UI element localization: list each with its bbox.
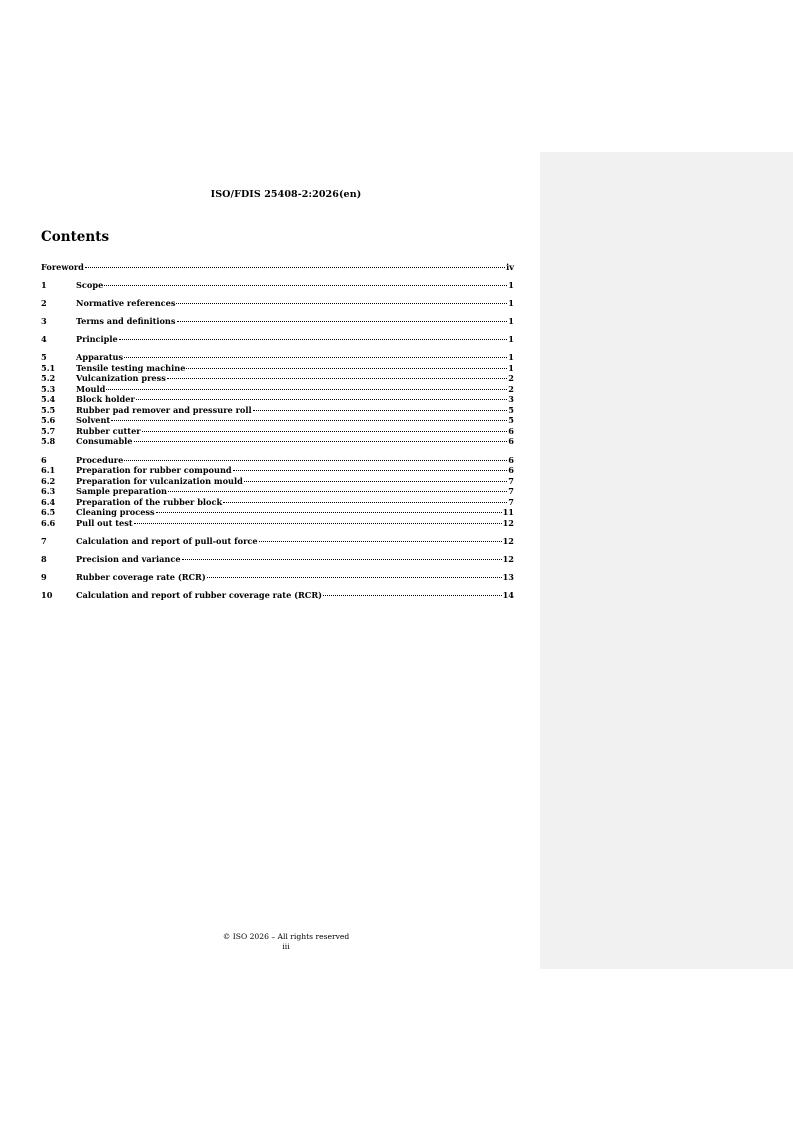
toc-entry-number: 7 — [41, 535, 47, 546]
toc-entry-page: 1 — [508, 334, 514, 345]
toc-dot-leader — [124, 357, 507, 358]
toc-entry-number: 6.5 — [41, 507, 56, 518]
toc-entry-page: 1 — [508, 362, 514, 373]
toc-entry-page: 1 — [508, 298, 514, 309]
toc-entry[interactable] — [41, 334, 514, 345]
toc-entry[interactable] — [41, 497, 514, 508]
toc-entry-number: 4 — [41, 334, 47, 345]
toc-entry[interactable] — [41, 455, 514, 466]
toc-entry[interactable] — [41, 262, 514, 273]
toc-entry-title: Preparation for rubber compound — [76, 465, 232, 476]
toc-entry[interactable] — [41, 486, 514, 497]
toc-dot-leader — [134, 441, 508, 442]
toc-entry-title: Calculation and report of rubber coverage rate (RCR) — [76, 589, 323, 600]
toc-entry[interactable] — [41, 536, 514, 547]
toc-entry-title: Terms and definitions — [76, 316, 176, 327]
toc-entry-title: Mould — [76, 383, 106, 394]
toc-entry[interactable] — [41, 373, 514, 384]
toc-entry-number: 5.2 — [41, 373, 56, 384]
toc-entry-number: 6.6 — [41, 517, 56, 528]
toc-dot-leader — [142, 431, 508, 432]
toc-entry-page: 7 — [508, 496, 514, 507]
toc-entry[interactable] — [41, 426, 514, 437]
toc-entry-title: Vulcanization press — [76, 373, 166, 384]
toc-entry-page: 5 — [508, 404, 514, 415]
footer-page-number: iii — [282, 942, 290, 951]
toc-entry-title: Solvent — [76, 415, 111, 426]
toc-dot-leader — [106, 389, 507, 390]
document-header: ISO/FDIS 25408-2:2026(en) — [210, 189, 362, 200]
toc-entry[interactable] — [41, 298, 514, 309]
toc-dot-leader — [167, 378, 507, 379]
toc-entry-number: 2 — [41, 298, 47, 309]
toc-entry-page: 3 — [508, 394, 514, 405]
toc-entry[interactable] — [41, 590, 514, 601]
toc-entry[interactable] — [41, 554, 514, 565]
toc-entry-number: 6.2 — [41, 475, 56, 486]
toc-entry-title: Consumable — [76, 436, 133, 447]
toc-entry-number: 5.7 — [41, 425, 56, 436]
toc-entry[interactable] — [41, 572, 514, 583]
toc-entry-number: 5 — [41, 352, 47, 363]
toc-entry[interactable] — [41, 384, 514, 395]
footer-copyright: © ISO 2026 – All rights reserved — [222, 932, 350, 941]
toc-dot-leader — [207, 577, 502, 578]
toc-dot-leader — [253, 410, 508, 411]
toc-entry[interactable] — [41, 280, 514, 291]
toc-dot-leader — [233, 470, 508, 471]
toc-entry-number: 5.3 — [41, 383, 56, 394]
toc-entry-title: Rubber pad remover and pressure roll — [76, 404, 252, 415]
toc-entry-title: Apparatus — [76, 352, 124, 363]
toc-entry-number: 10 — [41, 589, 53, 600]
toc-entry-number: 6.4 — [41, 496, 56, 507]
toc-entry[interactable] — [41, 394, 514, 405]
toc-entry-page: 12 — [502, 517, 514, 528]
toc-entry-title: Normative references — [76, 298, 176, 309]
toc-dot-leader — [124, 460, 507, 461]
toc-dot-leader — [259, 541, 502, 542]
toc-entry[interactable] — [41, 316, 514, 327]
toc-dot-leader — [111, 420, 507, 421]
toc-dot-leader — [182, 559, 502, 560]
toc-entry-number: 9 — [41, 571, 47, 582]
toc-entry[interactable] — [41, 405, 514, 416]
toc-entry-page: 11 — [502, 507, 514, 518]
toc-entry-page: 14 — [502, 589, 514, 600]
toc-entry-number: 8 — [41, 553, 47, 564]
toc-entry-page: 2 — [508, 383, 514, 394]
contents-heading: Contents — [41, 229, 110, 245]
toc-entry-title: Preparation of the rubber block — [76, 496, 223, 507]
toc-dot-leader — [136, 399, 508, 400]
toc-entry-title: Precision and variance — [76, 553, 181, 564]
toc-entry-title: Rubber cutter — [76, 425, 141, 436]
toc-dot-leader — [176, 303, 507, 304]
toc-entry-page: 13 — [502, 571, 514, 582]
toc-dot-leader — [177, 321, 508, 322]
toc-entry[interactable] — [41, 476, 514, 487]
comment-pane — [540, 152, 793, 969]
toc-dot-leader — [85, 267, 505, 268]
toc-entry-title: Cleaning process — [76, 507, 155, 518]
toc-entry-page: 6 — [508, 454, 514, 465]
toc-entry-title: Pull out test — [76, 517, 133, 528]
toc-dot-leader — [223, 502, 507, 503]
toc-entry-page: 2 — [508, 373, 514, 384]
toc-entry-title: Block holder — [76, 394, 135, 405]
toc-entry-page: 7 — [508, 486, 514, 497]
toc-entry-page: 6 — [508, 465, 514, 476]
toc-entry-page: 6 — [508, 436, 514, 447]
toc-entry-title: Scope — [76, 280, 104, 291]
toc-entry-number: 5.1 — [41, 362, 56, 373]
toc-entry-number: 5.8 — [41, 436, 56, 447]
toc-entry-title: Calculation and report of pull-out force — [76, 535, 258, 546]
toc-entry-number: 5.4 — [41, 394, 56, 405]
toc-entry-page: 1 — [508, 316, 514, 327]
toc-entry-number: 6.1 — [41, 465, 56, 476]
toc-entry-page: 7 — [508, 475, 514, 486]
toc-entry[interactable] — [41, 518, 514, 529]
toc-entry-page: 6 — [508, 425, 514, 436]
toc-entry-page: iv — [506, 262, 514, 272]
toc-entry-number: 1 — [41, 280, 47, 291]
toc-entry[interactable] — [41, 507, 514, 518]
toc-entry-number: 5.6 — [41, 415, 56, 426]
toc-entry-page: 12 — [502, 553, 514, 564]
toc-dot-leader — [156, 512, 502, 513]
toc-entry-number: 5.5 — [41, 404, 56, 415]
toc-entry-page: 1 — [508, 352, 514, 363]
toc-dot-leader — [168, 491, 507, 492]
toc-entry[interactable] — [41, 363, 514, 374]
toc-dot-leader — [186, 368, 507, 369]
toc-entry-number: 6 — [41, 454, 47, 465]
toc-entry-title: Sample preparation — [76, 486, 167, 497]
toc-dot-leader — [244, 481, 507, 482]
toc-entry[interactable] — [41, 436, 514, 447]
toc-entry-title: Tensile testing machine — [76, 362, 186, 373]
toc-dot-leader — [119, 339, 508, 340]
toc-entry-title: Preparation for vulcanization mould — [76, 475, 243, 486]
toc-entry-number: 6.3 — [41, 486, 56, 497]
toc-entry-number: 3 — [41, 316, 47, 327]
toc-entry[interactable] — [41, 465, 514, 476]
table-of-contents — [41, 262, 514, 600]
toc-entry-title: Rubber coverage rate (RCR) — [76, 571, 206, 582]
toc-entry-page: 5 — [508, 415, 514, 426]
toc-entry-title: Procedure — [76, 454, 124, 465]
toc-dot-leader — [134, 523, 502, 524]
toc-entry-page: 12 — [502, 535, 514, 546]
toc-entry-page: 1 — [508, 280, 514, 291]
toc-dot-leader — [104, 285, 507, 286]
toc-entry-title: Principle — [76, 334, 118, 345]
toc-entry-title: Foreword — [41, 262, 84, 272]
toc-entry[interactable] — [41, 352, 514, 363]
toc-entry[interactable] — [41, 415, 514, 426]
toc-dot-leader — [323, 595, 502, 596]
